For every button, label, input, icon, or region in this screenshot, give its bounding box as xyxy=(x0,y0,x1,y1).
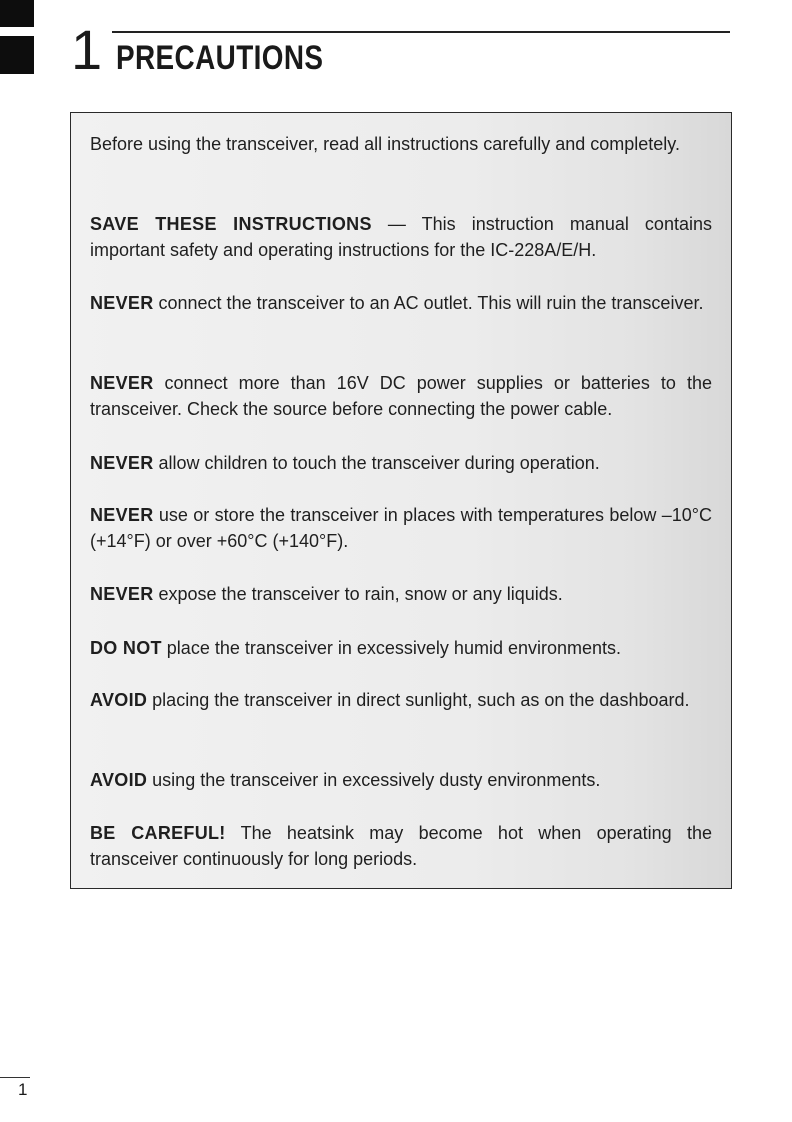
page-number-rule xyxy=(0,1077,30,1078)
precaution-text: connect the transceiver to an AC outlet. This will ruin the transceiver. xyxy=(153,293,704,313)
precaution-text: Before using the transceiver, read all instructions carefully and completely. xyxy=(90,134,680,154)
precaution-item xyxy=(90,635,712,661)
precaution-keyword: NEVER xyxy=(90,373,154,393)
precaution-item xyxy=(90,687,712,713)
header-rule xyxy=(112,31,730,33)
precaution-item xyxy=(90,450,712,476)
precaution-item xyxy=(90,290,712,316)
precaution-text: placing the transceiver in direct sunlight, such as on the dashboard. xyxy=(147,690,690,710)
precaution-keyword: AVOID xyxy=(90,690,148,710)
precaution-text: expose the transceiver to rain, snow or any liquids. xyxy=(153,584,563,604)
precaution-item xyxy=(90,211,712,263)
precaution-text: use or store the transceiver in places with temperatures below –10°C (+14°F) or over +60°C (+140°F). xyxy=(90,505,712,551)
chapter-tab-marker xyxy=(0,36,34,74)
precaution-keyword: NEVER xyxy=(90,584,154,604)
precaution-text: allow children to touch the transceiver during operation. xyxy=(153,453,600,473)
precaution-keyword: BE CAREFUL! xyxy=(90,823,226,843)
precaution-item xyxy=(90,370,712,422)
precaution-item xyxy=(90,581,712,607)
chapter-title: PRECAUTIONS xyxy=(116,39,324,77)
precaution-text: The heatsink may become hot when operating the transceiver continuously for long periods. xyxy=(90,823,713,869)
precaution-keyword: AVOID xyxy=(90,770,148,790)
page-number: 1 xyxy=(18,1080,28,1099)
precaution-keyword: NEVER xyxy=(90,505,154,525)
chapter-number: 1 xyxy=(71,18,102,81)
precaution-keyword: NEVER xyxy=(90,453,154,473)
precaution-item xyxy=(90,502,712,554)
precaution-text: — This instruction manual contains important safety and operating instructions for the IC-228A/E/H. xyxy=(90,214,712,260)
precaution-item xyxy=(90,767,712,793)
chapter-tab-marker-top xyxy=(0,0,34,27)
precaution-keyword: DO NOT xyxy=(90,638,162,658)
precaution-text: place the transceiver in excessively humid environments. xyxy=(161,638,622,658)
precaution-item xyxy=(90,131,712,157)
precaution-keyword: SAVE THESE INSTRUCTIONS xyxy=(90,214,372,234)
precaution-text: connect more than 16V DC power supplies or batteries to the transceiver. Check the source before connecting the power cable. xyxy=(90,373,712,419)
precautions-box xyxy=(70,112,732,889)
precaution-keyword: NEVER xyxy=(90,293,154,313)
precaution-item xyxy=(90,820,712,872)
precaution-text: using the transceiver in excessively dusty environments. xyxy=(147,770,601,790)
